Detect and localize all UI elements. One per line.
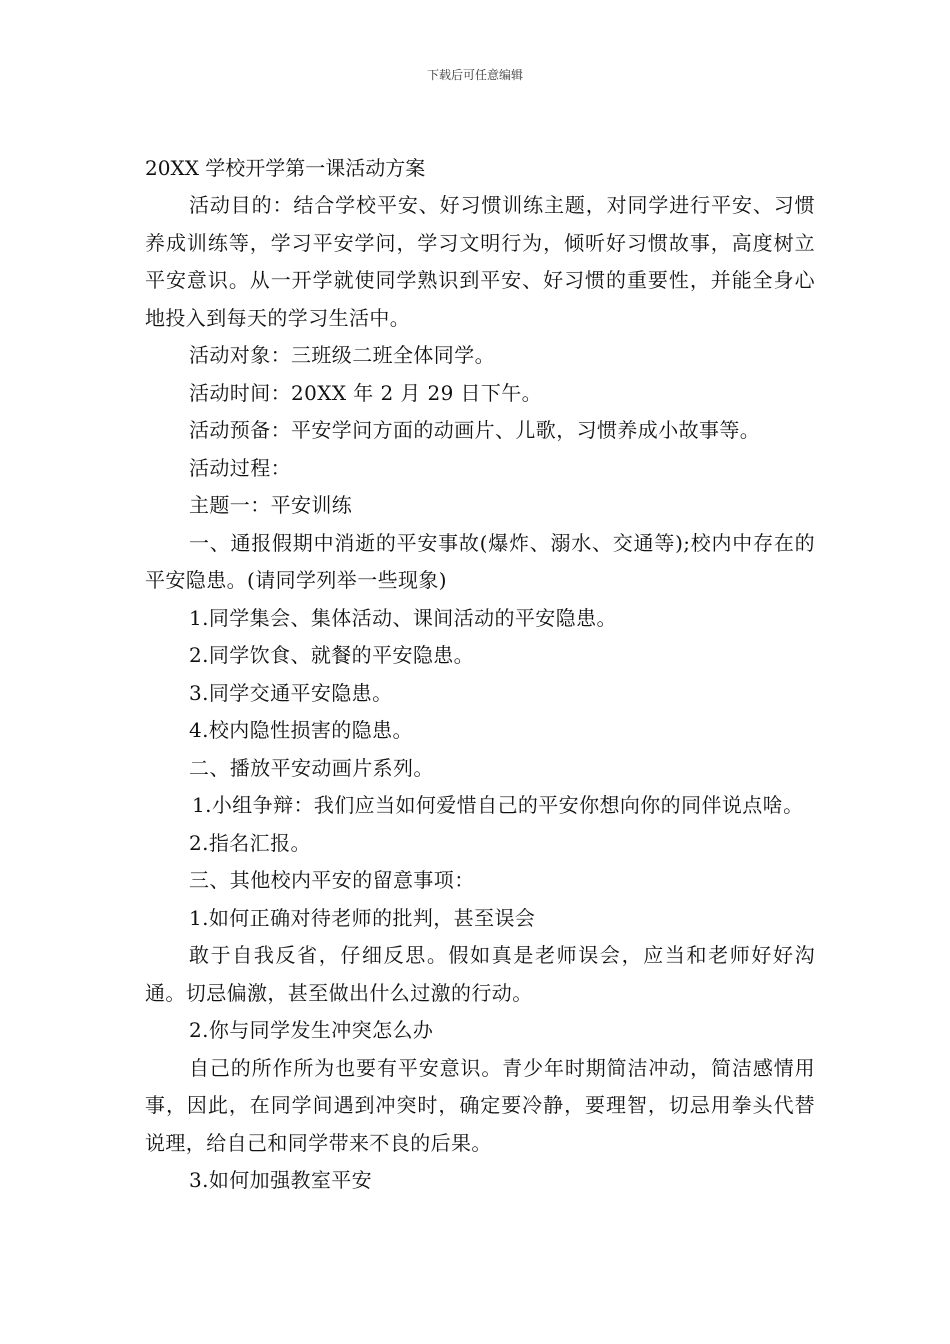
list-item: 1.如何正确对待老师的批判，甚至误会 [189,905,536,930]
list-item: 3.同学交通平安隐患。 [189,680,393,705]
list-item: 4.校内隐性损害的隐患。 [189,718,413,742]
paragraph-section-two: 二、播放平安动画片系列。 [189,755,434,780]
paragraph-theme-one: 主题一：平安训练 [189,493,353,517]
document-title: 20XX 学校开学第一课活动方案 [145,156,426,180]
list-item: 3.如何加强教室平安 [189,1168,373,1192]
paragraph-purpose: 活动目的：结合学校平安、好习惯训练主题，对同学进行平安、习惯养成训练等，学习平安学问，学习文明行为，倾听好习惯故事，高度树立平安意识。从一开学就使同学熟识到平安、好习惯的重要性，并能全身心地投入到每天的学习生活中。 [145,193,815,330]
paragraph-preparation: 活动预备：平安学问方面的动画片、儿歌，习惯养成小故事等。 [189,418,761,442]
paragraph-section-one: 一、通报假期中消逝的平安事故(爆炸、溺水、交通等);校内中存在的平安隐患。(请同学列举一些现象) [145,530,815,592]
header-note: 下载后可任意编辑 [426,68,523,82]
list-item: 1.小组争辩：我们应当如何爱惜自己的平安你想向你的同伴说点啥。 [192,793,804,817]
list-item: 2.指名汇报。 [189,830,311,855]
paragraph-process: 活动过程： [189,455,291,480]
paragraph-body: 自己的所作所为也要有平安意识。青少年时期简洁冲动，简洁感情用事，因此，在同学间遇到冲突时，确定要冷静，要理智，切忌用拳头代替说理，给自己和同学带来不良的后果。 [145,1055,815,1155]
list-item: 1.同学集会、集体活动、课间活动的平安隐患。 [189,605,617,630]
list-item: 2.你与同学发生冲突怎么办 [189,1018,434,1042]
paragraph-section-three: 三、其他校内平安的留意事项： [189,868,475,892]
list-item: 2.同学饮食、就餐的平安隐患。 [189,643,475,667]
paragraph-target: 活动对象：三班级二班全体同学。 [189,343,495,367]
document-body [145,150,815,1200]
paragraph-body: 敢于自我反省，仔细反思。假如真是老师误会，应当和老师好好沟通。切忌偏激，甚至做出什么过激的行动。 [145,943,815,1005]
paragraph-time: 活动时间：20XX 年 2 月 29 日下午。 [189,380,543,405]
